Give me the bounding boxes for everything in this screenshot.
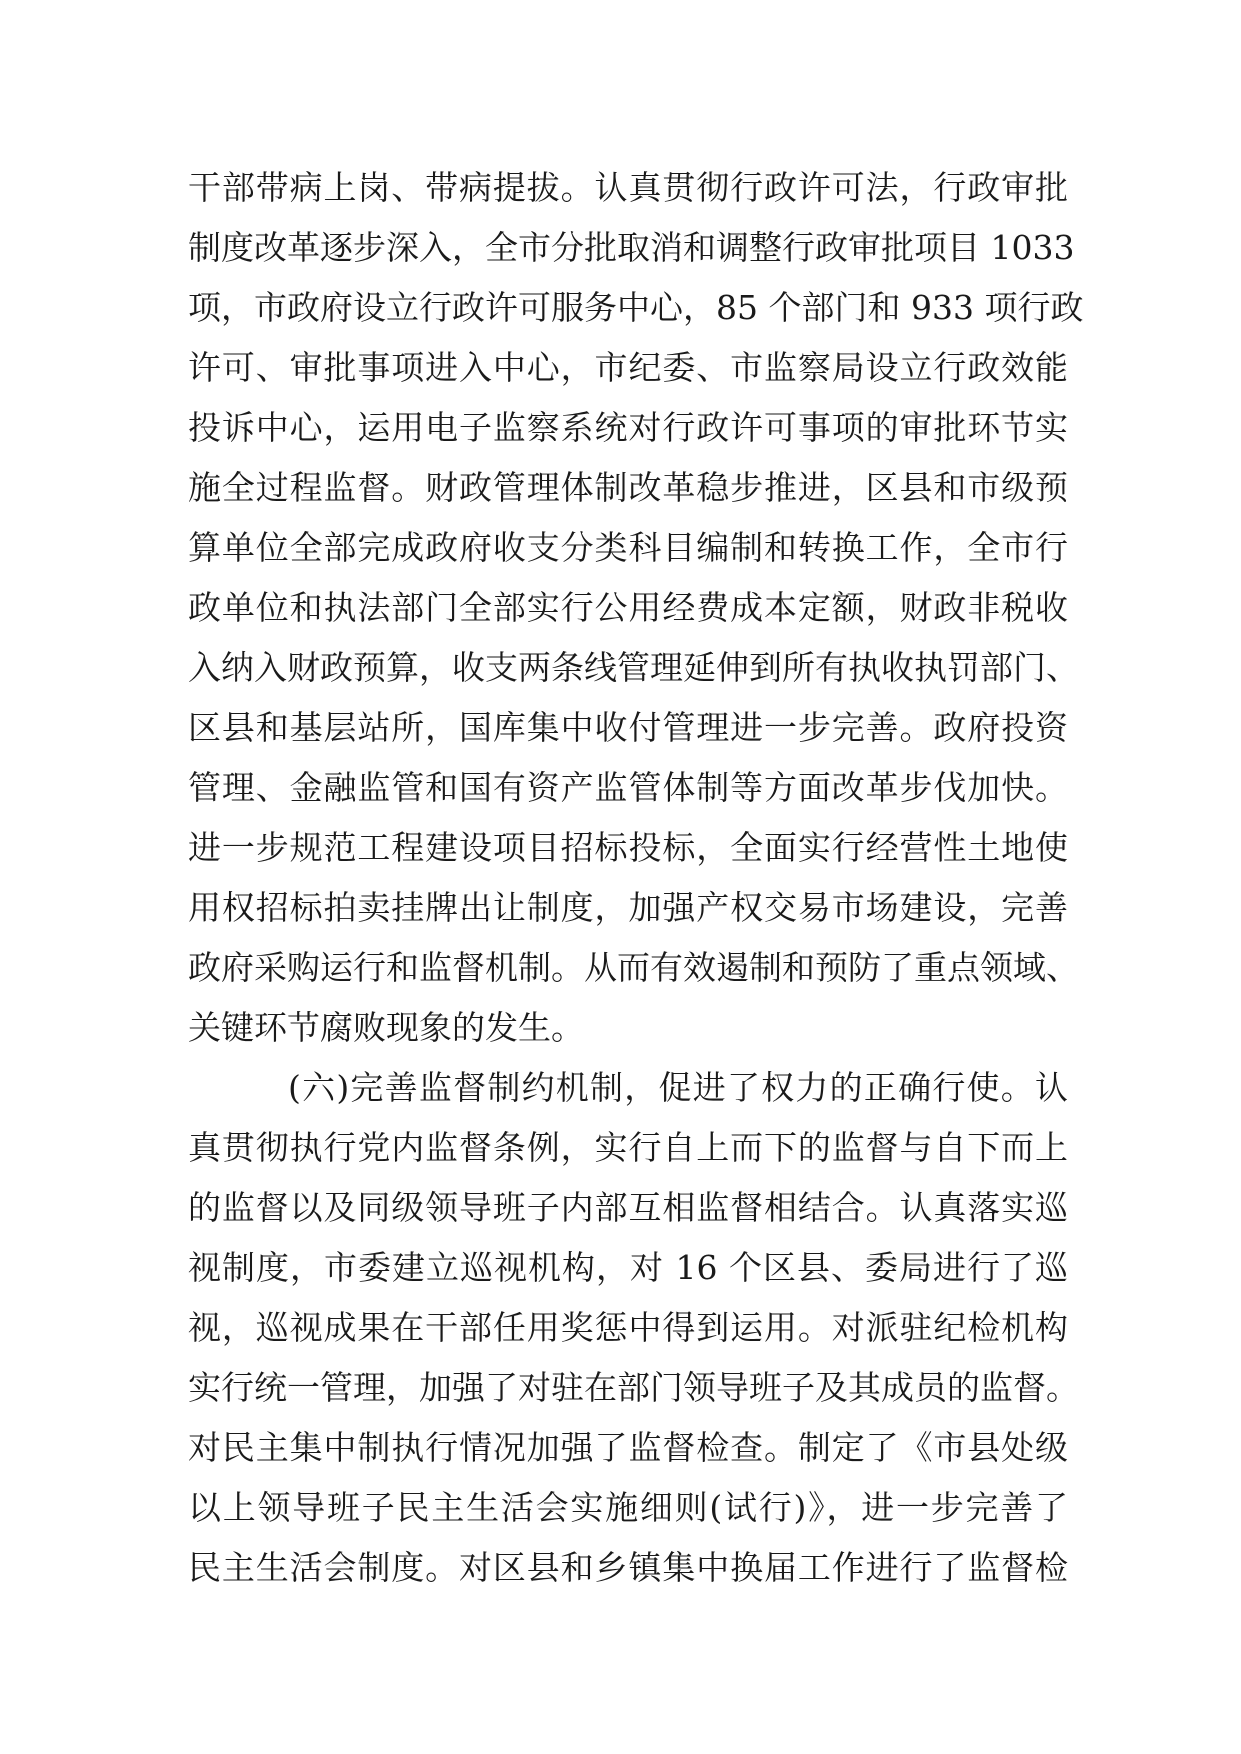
text-line: 政单位和执法部门全部实行公用经费成本定额，财政非税收: [188, 588, 1068, 627]
document-body: [188, 158, 1084, 1598]
text-line: 用权招标拍卖挂牌出让制度，加强产权交易市场建设，完善: [188, 888, 1068, 927]
section-heading-line: (六)完善监督制约机制，促进了权力的正确行使。认: [288, 1068, 1068, 1107]
text-line: 入纳入财政预算，收支两条线管理延伸到所有执收执罚部门、: [188, 648, 1079, 687]
text-line: 区县和基层站所，国库集中收付管理进一步完善。政府投资: [188, 708, 1068, 747]
text-line: 实行统一管理，加强了对驻在部门领导班子及其成员的监督。: [188, 1368, 1079, 1407]
text-line: 视制度，市委建立巡视机构，对 16 个区县、委局进行了巡: [188, 1248, 1068, 1287]
text-line: 视，巡视成果在干部任用奖惩中得到运用。对派驻纪检机构: [188, 1308, 1068, 1347]
text-line: 投诉中心，运用电子监察系统对行政许可事项的审批环节实: [188, 408, 1068, 447]
text-line: 的监督以及同级领导班子内部互相监督相结合。认真落实巡: [188, 1188, 1068, 1227]
text-line: 算单位全部完成政府收支分类科目编制和转换工作，全市行: [188, 528, 1068, 567]
text-line: 真贯彻执行党内监督条例，实行自上而下的监督与自下而上: [188, 1128, 1068, 1167]
text-line: 对民主集中制执行情况加强了监督检查。制定了《市县处级: [188, 1428, 1068, 1467]
text-line: 关键环节腐败现象的发生。: [188, 1008, 584, 1047]
text-line: 管理、金融监管和国有资产监管体制等方面改革步伐加快。: [188, 768, 1068, 807]
text-line: 项，市政府设立行政许可服务中心，85 个部门和 933 项行政: [188, 288, 1084, 327]
paragraph-2: [188, 1058, 1079, 1598]
text-line: 民主生活会制度。对区县和乡镇集中换届工作进行了监督检: [188, 1548, 1068, 1587]
text-line: 施全过程监督。财政管理体制改革稳步推进，区县和市级预: [188, 468, 1068, 507]
text-line: 干部带病上岗、带病提拔。认真贯彻行政许可法，行政审批: [188, 168, 1068, 207]
text-line: 制度改革逐步深入，全市分批取消和调整行政审批项目 1033: [188, 228, 1075, 267]
paragraph-1: [188, 158, 1084, 1058]
text-line: 进一步规范工程建设项目招标投标，全面实行经营性土地使: [188, 828, 1068, 867]
text-line: 政府采购运行和监督机制。从而有效遏制和预防了重点领域、: [188, 948, 1079, 987]
text-line: 许可、审批事项进入中心，市纪委、市监察局设立行政效能: [188, 348, 1068, 387]
text-line: 以上领导班子民主生活会实施细则(试行)》，进一步完善了: [188, 1488, 1068, 1527]
